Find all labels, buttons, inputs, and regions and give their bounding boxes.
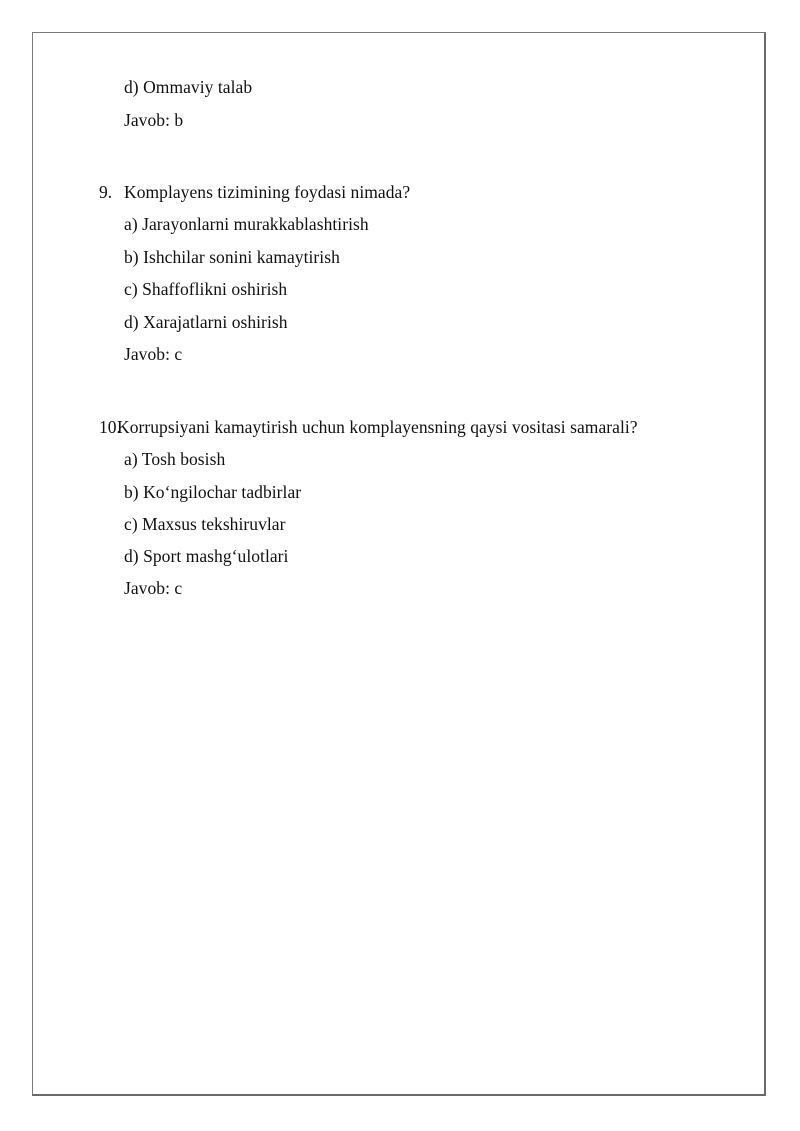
question-10-number: 10. [99,417,122,437]
question-9-number: 9. [99,182,113,202]
question-10-option-c: c) Maxsus tekshiruvlar [124,514,286,534]
question-10-option-b: b) Ko‘ngilochar tadbirlar [124,482,302,502]
question-10-option-d: d) Sport mashg‘ulotlari [124,546,289,566]
answer-prev: Javob: b [124,110,184,130]
option-d-prev: d) Ommaviy talab [124,77,253,97]
question-9-option-d: d) Xarajatlarni oshirish [124,312,288,332]
question-9-answer: Javob: c [124,344,183,364]
question-9-option-c: c) Shaffoflikni oshirish [124,279,288,299]
question-9-option-b: b) Ishchilar sonini kamaytirish [124,247,340,267]
question-9-option-a: a) Jarayonlarni murakkablashtirish [124,214,369,234]
question-9-text: Komplayens tizimining foydasi nimada? [124,182,411,202]
question-10-text: Korrupsiyani kamaytirish uchun komplayensning qaysi vositasi samarali? [117,417,638,437]
question-10-answer: Javob: c [124,578,183,598]
question-10-option-a: a) Tosh bosish [124,449,226,469]
